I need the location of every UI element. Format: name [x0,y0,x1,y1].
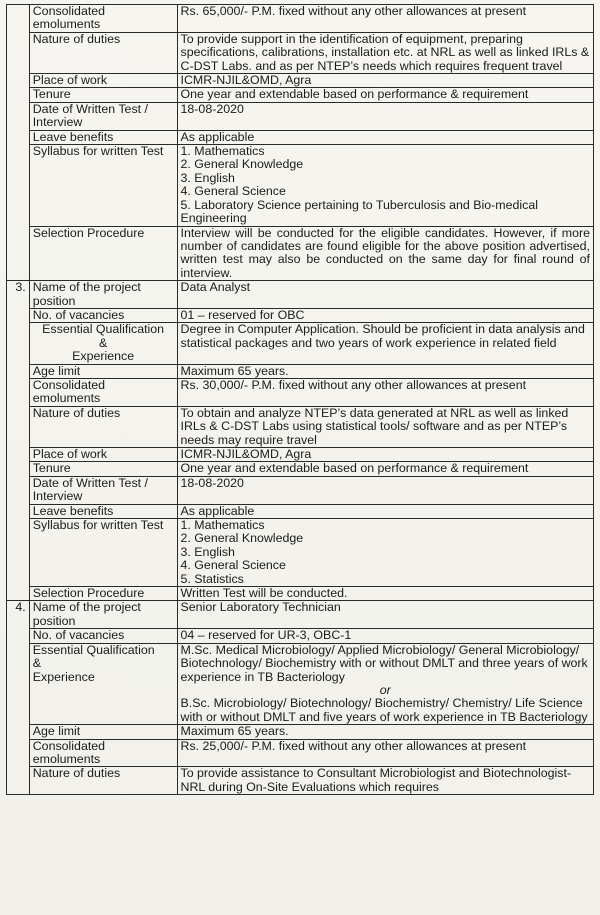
row-value: Maximum 65 years. [177,725,593,739]
list-item: 4. General Science [180,558,286,573]
row-label: Age limit [29,725,177,739]
row-value: Degree in Computer Application. Should be proficient in data analysis and statistical packages and two years of work experience in related field [177,323,593,364]
row-label: Nature of duties [29,32,177,73]
list-item: 1. Mathematics [180,518,265,533]
qualification-option: B.Sc. Microbiology/ Biotechnology/ Biochemistry/ Chemistry/ Life Science with or without DMLT and five years of work experience in TB Bacteriology [180,696,588,724]
row-label: Nature of duties [29,767,177,795]
table-row [7,601,594,629]
row-value: As applicable [177,504,593,518]
section-number: 4. [7,601,30,795]
table-row [7,88,594,102]
section-number-cell [7,5,30,281]
table-row [7,643,594,724]
table-row [7,281,594,309]
row-value: 04 – reserved for UR-3, OBC-1 [177,629,593,643]
label-line: Experience [72,349,135,364]
qualification-option: M.Sc. Medical Microbiology/ Applied Microbiology/ General Microbiology/ Biotechnology/ Biochemistry with or without DMLT and three years of work experience in TB Bacteriology [180,642,588,684]
row-label: Leave benefits [29,130,177,144]
row-value: ICMR-NJIL&OMD, Agra [177,74,593,88]
label-line: & [32,656,41,671]
label-line: Experience [32,669,95,684]
row-label: Selection Procedure [29,587,177,601]
table-row [7,364,594,378]
row-label: No. of vacancies [29,308,177,322]
list-item: 1. Mathematics [180,144,265,159]
table-row [7,629,594,643]
row-label [29,323,177,364]
syllabus-list [177,519,593,587]
row-value: Senior Laboratory Technician [177,601,593,629]
table-row [7,308,594,322]
recruitment-table [6,4,594,795]
table-row [7,739,594,767]
row-label: Place of work [29,74,177,88]
table-row [7,767,594,795]
table-row [7,476,594,504]
row-label: Name of the project position [29,281,177,309]
row-value: 18-08-2020 [177,102,593,130]
row-value: To provide support in the identification of equipment, preparing specifications, calibrations, installation etc. at NRL as well as linked IRLs & C-DST Labs. and as per NTEP’s needs which requires frequent travel [177,32,593,73]
table-row [7,130,594,144]
table-row [7,5,594,33]
row-label: Date of Written Test / Interview [29,102,177,130]
row-value: Rs. 25,000/- P.M. fixed without any other allowances at present [177,739,593,767]
row-label: Tenure [29,88,177,102]
table-row [7,448,594,462]
list-item: 2. General Knowledge [180,531,304,546]
section-number: 3. [7,281,30,601]
table-row [7,504,594,518]
row-label: Nature of duties [29,406,177,447]
table-row [7,323,594,364]
row-value: Data Analyst [177,281,593,309]
table-row [7,32,594,73]
table-row [7,378,594,406]
row-value: Maximum 65 years. [177,364,593,378]
row-label: Syllabus for written Test [29,145,177,226]
row-label: Name of the project position [29,601,177,629]
row-value: As applicable [177,130,593,144]
row-value: To obtain and analyze NTEP’s data generated at NRL as well as linked IRLs & C-DST Labs using statistical tools/ software and as per NTEP’s needs may require travel [177,406,593,447]
table-row [7,462,594,476]
row-value: To provide assistance to Consultant Microbiologist and Biotechnologist-NRL during On-Site Evaluations which requires [177,767,593,795]
list-item: 3. English [180,544,235,559]
row-value: Written Test will be conducted. [177,587,593,601]
row-label: Leave benefits [29,504,177,518]
row-label [29,643,177,724]
qualification-cell [177,643,593,724]
table-row [7,587,594,601]
or-separator: or [379,682,391,697]
table-row [7,406,594,447]
row-label: Age limit [29,364,177,378]
list-item: 2. General Knowledge [180,157,304,172]
label-line: Essential Qualification [32,642,155,657]
row-label: Syllabus for written Test [29,519,177,587]
table-row [7,145,594,226]
list-item: 4. General Science [180,184,286,199]
row-label: Place of work [29,448,177,462]
row-value: 01 – reserved for OBC [177,308,593,322]
row-label: Tenure [29,462,177,476]
row-value: One year and extendable based on performance & requirement [177,462,593,476]
row-value: Rs. 30,000/- P.M. fixed without any other allowances at present [177,378,593,406]
row-value: Rs. 65,000/- P.M. fixed without any other allowances at present [177,5,593,33]
row-value: Interview will be conducted for the eligible candidates. However, if more number of candidates are found eligible for the above position advertised, written test may also be conducted on the same day for final round of interview. [177,226,593,281]
table-row [7,519,594,587]
table-row [7,226,594,281]
label-line: & [98,335,108,350]
table-row [7,725,594,739]
table-row [7,102,594,130]
row-value: One year and extendable based on performance & requirement [177,88,593,102]
list-item: 3. English [180,170,235,185]
table-row [7,74,594,88]
list-item: 5. Statistics [180,571,244,586]
row-label: Date of Written Test / Interview [29,476,177,504]
row-label: No. of vacancies [29,629,177,643]
row-value: 18-08-2020 [177,476,593,504]
list-item: 5. Laboratory Science pertaining to Tuberculosis and Bio-medical Engineering [180,197,538,226]
row-label: Selection Procedure [29,226,177,281]
syllabus-list [177,145,593,226]
label-line: Essential Qualification [42,322,165,337]
row-label: Consolidated emoluments [29,5,177,33]
row-value: ICMR-NJIL&OMD, Agra [177,448,593,462]
row-label: Consolidated emoluments [29,378,177,406]
row-label: Consolidated emoluments [29,739,177,767]
